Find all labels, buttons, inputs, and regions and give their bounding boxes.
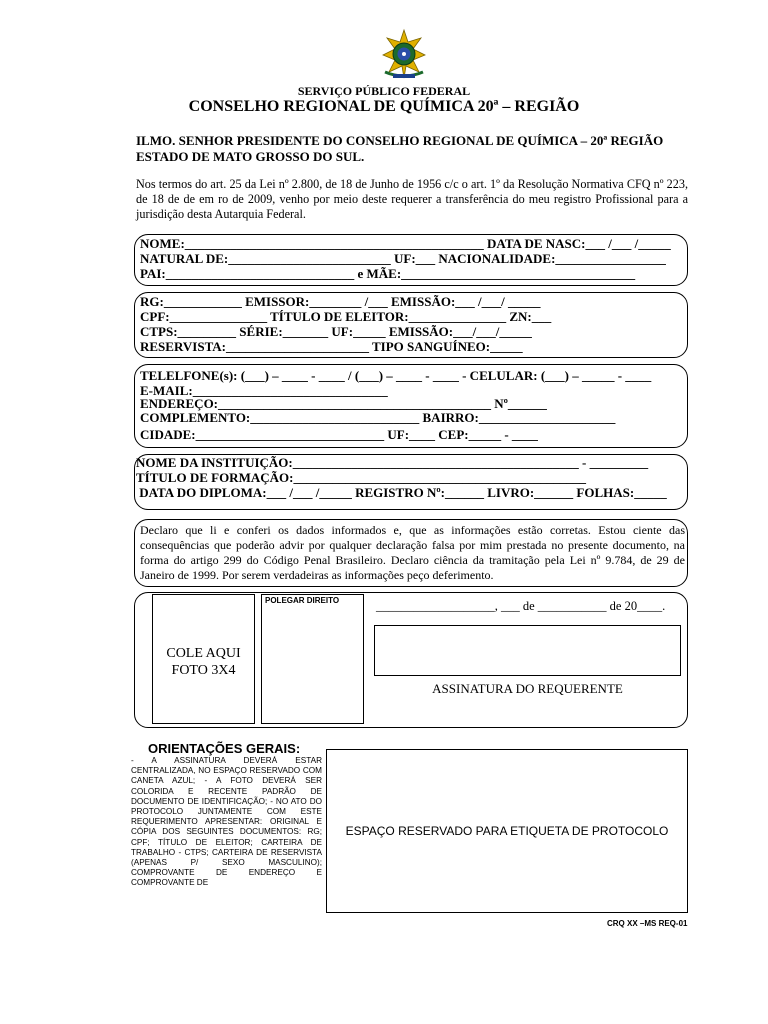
council-title: CONSELHO REGIONAL DE QUÍMICA 20ª – REGIÃO	[188, 98, 580, 115]
institution-field[interactable]: NOME DA INSTITUIÇÃO:____________________________________________ - _________	[136, 455, 649, 470]
phone-field[interactable]: TELELFONE(s): (___) – ____ - ____ / (___) – ____ - ____ - CELULAR: (___) – _____ - ____	[140, 368, 652, 383]
intro-paragraph: Nos termos do art. 25 da Lei nº 2.800, de 18 de Junho de 1956 c/c o art. 1º da Resolução Normativa CFQ nº 223, de 18 de de em ro de 2009, venho por meio deste requerer a transferência do meu registro Profissional para a jurisdição desta Autarquia Federal.	[136, 177, 688, 221]
declaration-text: Declaro que li e conferi os dados informados e, que as informações estão corretas. Estou ciente das consequências que poderão advir por qualquer declaração falsa por mim prestada no presente documento, na forma do artigo 299 do Código Penal Brasileiro. Declaro ciência da tramitação pela Lei nº 9.784, de 29 de Janeiro de 1999. Por serem verdadeiras as informações peço deferimento.	[140, 523, 685, 582]
service-title: SERVIÇO PÚBLICO FEDERAL	[297, 84, 471, 98]
address-field[interactable]: ENDEREÇO:__________________________________________ Nº______	[140, 396, 547, 411]
signature-label: ASSINATURA DO REQUERENTE	[432, 681, 623, 696]
complement-field[interactable]: COMPLEMENTO:__________________________ BAIRRO:_____________________	[140, 410, 616, 425]
orientations-text: - A ASSINATURA DEVERÁ ESTAR CENTRALIZADA, NO ESPAÇO RESERVADO COM CANETA AZUL; - A FOTO DEVERÁ SER COLORIDA E RECENTE PADRÃO DE DOCUMENTO DE IDENTIFICAÇÃO; - NO ATO DO PROTOCOLO JUNTAMENTE COM ESTE REQUERIMENTO APRESENTAR: ORIGINAL E CÓPIA DOS SEGUINTES DOCUMENTOS: RG; CPF; TÍTULO DE ELEITOR; CARTEIRA DE TRABALHO - CTPS; CARTEIRA DE RESERVISTA (APENAS P/ SEXO MASCULINO); COMPROVANTE DE ENDEREÇO E COMPROVANTE DE	[131, 756, 322, 888]
addressee-line-2: ESTADO DE MATO GROSSO DO SUL.	[136, 149, 365, 164]
photo-label-line-1: COLE AQUI	[166, 646, 241, 661]
thumbprint-box[interactable]	[261, 594, 364, 724]
rg-field[interactable]: RG:____________ EMISSOR:________ /___ EMISSÃO:___ /___/ _____	[140, 294, 541, 309]
city-field[interactable]: CIDADE:_____________________________ UF:____ CEP:_____ - ____	[140, 427, 538, 442]
thumbprint-label: POLEGAR DIREITO	[265, 596, 340, 605]
orientations-title: ORIENTAÇÕES GERAIS:	[148, 741, 301, 756]
signature-box[interactable]	[374, 625, 681, 676]
addressee	[136, 133, 688, 165]
diploma-field[interactable]: DATA DO DIPLOMA:___ /___ /_____ REGISTRO Nº:______ LIVRO:______ FOLHAS:_____	[136, 485, 667, 500]
protocol-label: ESPAÇO RESERVADO PARA ETIQUETA DE PROTOCOLO	[345, 824, 669, 838]
name-birth-field[interactable]: NOME:______________________________________________ DATA DE NASC:___ /___ /_____	[140, 236, 671, 251]
addressee-line-1: ILMO. SENHOR PRESIDENTE DO CONSELHO REGIONAL DE QUÍMICA – 20ª REGIÃO	[136, 133, 664, 148]
ctps-field[interactable]: CTPS:_________ SÉRIE:_______ UF:_____ EMISSÃO:___/___/_____	[140, 324, 532, 339]
parents-field[interactable]: PAI:_____________________________ e MÃE:____________________________________	[140, 266, 636, 281]
photo-label	[152, 645, 255, 679]
brazil-coat-of-arms-icon	[379, 28, 429, 80]
photo-label-line-2: FOTO 3X4	[171, 663, 236, 678]
reservist-field[interactable]: RESERVISTA:______________________ TIPO SANGUÍNEO:_____	[140, 339, 523, 354]
degree-field[interactable]: TÍTULO DE FORMAÇÃO:_____________________________________________	[136, 470, 586, 485]
email-field[interactable]: E-MAIL:______________________________	[140, 383, 388, 398]
birthplace-field[interactable]: NATURAL DE:_________________________ UF:___ NACIONALIDADE:_________________	[140, 251, 666, 266]
protocol-box	[326, 749, 688, 913]
form-code: CRQ XX –MS REQ-01	[607, 919, 688, 928]
cpf-field[interactable]: CPF:_______________ TÍTULO DE ELEITOR:_______________ ZN:___	[140, 309, 552, 324]
date-line[interactable]: ___________________, ___ de ___________ de 20____.	[376, 599, 666, 613]
